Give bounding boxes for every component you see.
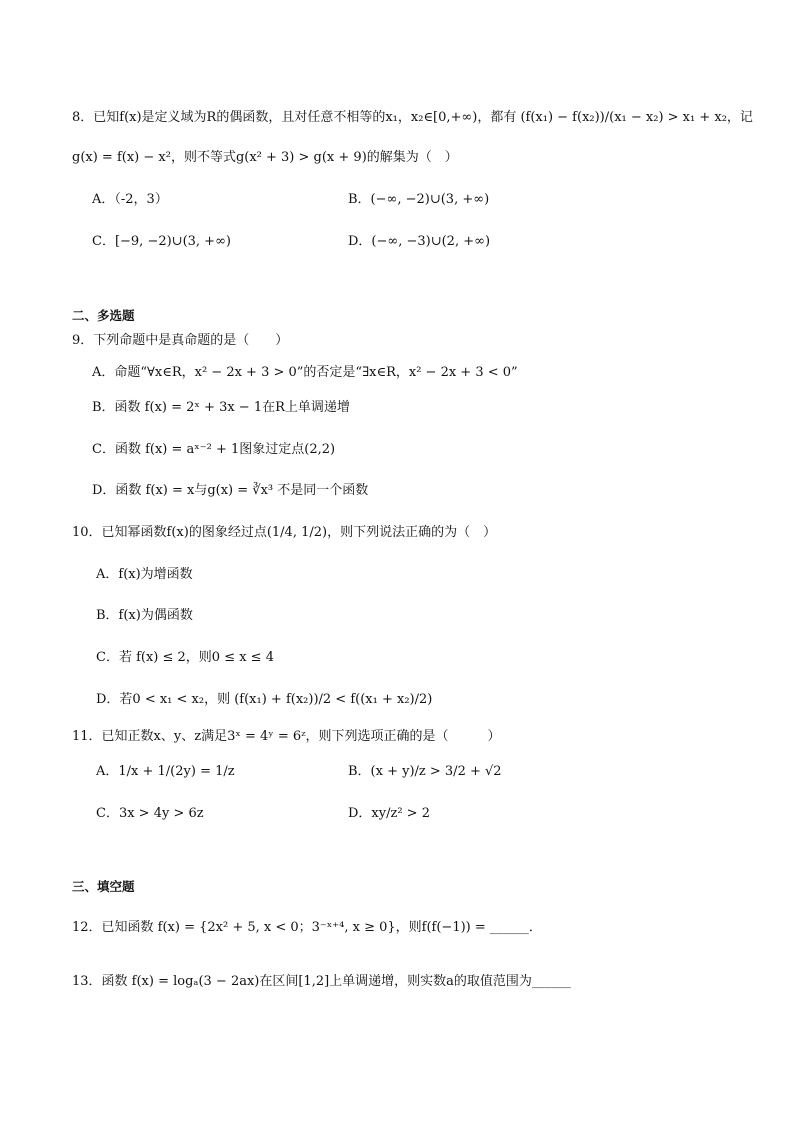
section-heading-multi-choice: 二、多选题 <box>72 308 135 323</box>
q11-stem: 11．已知正数x、y、z满足3ˣ = 4ʸ = 6ᶻ，则下列选项正确的是（ ） <box>72 729 501 744</box>
q11-option-d: D．xy/z² > 2 <box>348 806 430 821</box>
q12-stem: 12．已知函数 f(x) = {2x² + 5, x < 0；3⁻ˣ⁺⁴, x ≥ 0}，则f(f(−1)) = ______． <box>72 920 542 935</box>
q9-option-b: B．函数 f(x) = 2ˣ + 3x − 1在R上单调递增 <box>92 400 350 415</box>
q9-option-a: A．命题“∀x∈R，x² − 2x + 3 > 0”的否定是“∃x∈R，x² − 2x + 3 < 0” <box>92 365 518 380</box>
q10-stem: 10．已知幂函数f(x)的图象经过点(1/4, 1/2)，则下列说法正确的为（ ） <box>72 525 497 540</box>
q10-option-b: B．f(x)为偶函数 <box>96 608 193 623</box>
q9-option-d: D．函数 f(x) = x与g(x) = ∛x³ 不是同一个函数 <box>92 483 369 498</box>
q9-stem: 9．下列命题中是真命题的是（ ） <box>72 333 289 348</box>
q10-option-c: C．若 f(x) ≤ 2，则0 ≤ x ≤ 4 <box>96 650 274 665</box>
q13-stem: 13．函数 f(x) = logₐ(3 − 2ax)在区间[1,2]上单调递增，则实数a的取值范围为______ <box>72 974 571 989</box>
q11-option-c: C．3x > 4y > 6z <box>96 806 204 821</box>
q8-option-c: C．[−9, −2)∪(3, +∞) <box>92 234 231 249</box>
q10-option-d: D．若0 < x₁ < x₂，则 (f(x₁) + f(x₂))/2 < f((x₁ + x₂)/2) <box>96 692 433 707</box>
q11-option-b: B．(x + y)/z > 3/2 + √2 <box>348 764 502 779</box>
q8-option-a: A．（-2，3） <box>92 192 168 207</box>
section-heading-fill-blank: 三、填空题 <box>72 879 135 894</box>
q9-option-c: C．函数 f(x) = aˣ⁻² + 1图象过定点(2,2) <box>92 442 336 457</box>
q8-line2: g(x) = f(x) − x²，则不等式g(x² + 3) > g(x + 9)的解集为（ ） <box>72 150 458 165</box>
q8-option-b: B．(−∞, −2)∪(3, +∞) <box>348 192 490 207</box>
q8-line1: 8．已知f(x)是定义域为R的偶函数，且对任意不相等的x₁，x₂∈[0,+∞)，都有 (f(x₁) − f(x₂))/(x₁ − x₂) > x₁ + x₂，记 <box>72 110 753 125</box>
q8-option-d: D．(−∞, −3)∪(2, +∞) <box>348 234 491 249</box>
q10-option-a: A．f(x)为增函数 <box>96 567 193 582</box>
q11-option-a: A．1/x + 1/(2y) = 1/z <box>96 764 235 779</box>
